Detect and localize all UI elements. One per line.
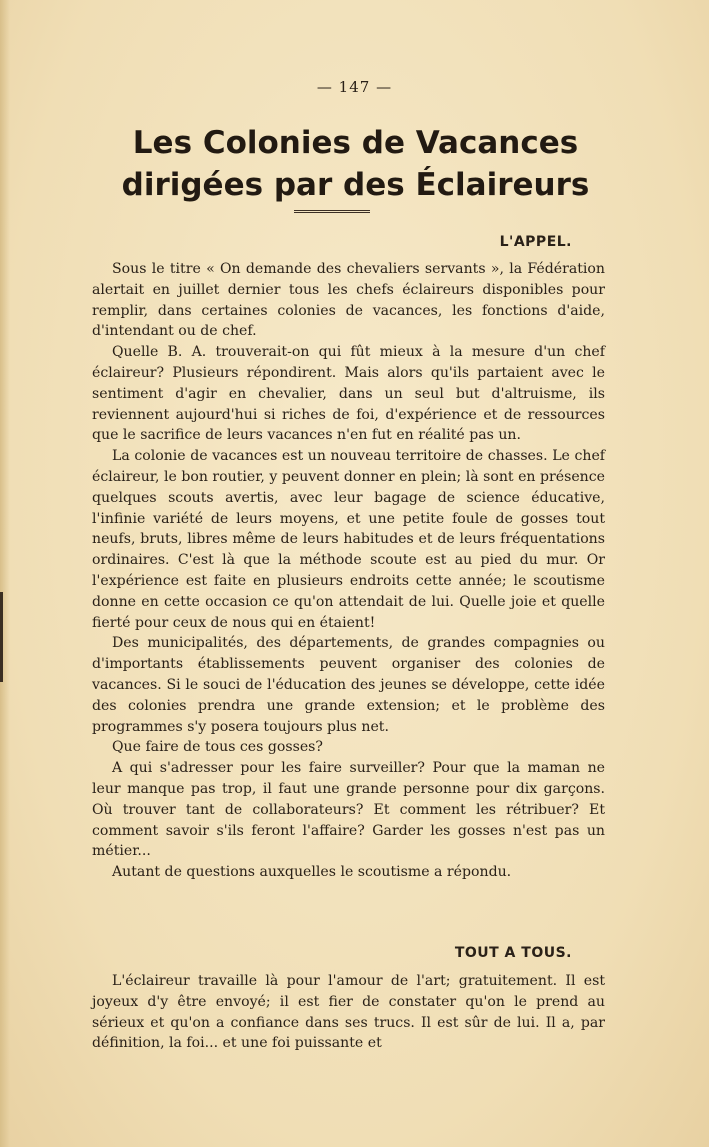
paragraph: A qui s'adresser pour les faire surveiller? Pour que la maman ne leur manque pas trop, il faut une grande personne pour dix garçons. Où trouver tant de collaborateurs? Et comment les rétribuer? Et comment savoir s'ils feront l'affaire? Garder les gosses n'est pas un métier...: [92, 760, 605, 860]
article-title: [92, 122, 619, 206]
section-heading-appel: L'APPEL.: [499, 234, 572, 250]
paragraph: Des municipalités, des départements, de grandes compagnies ou d'importants établissements peuvent organiser des colonies de vacances. Si le souci de l'éducation des jeunes se développe, cette idée des colonies prendra une grande extension; et le problème des programmes s'y posera toujours plus net.: [92, 635, 605, 735]
page-edge-shadow: [0, 0, 10, 1147]
title-divider: [294, 210, 370, 213]
paragraph: L'éclaireur travaille là pour l'amour de l'art; gratuitement. Il est joyeux d'y être envoyé; il est fier de constater qu'on le prend au sérieux et qu'on a confiance dans ses trucs. Il est sûr de lui. Il a, par définition, la foi... et une foi puissante et: [92, 973, 605, 1052]
binding-mark: [0, 592, 3, 682]
section-body-tout-a-tous: [92, 971, 605, 1054]
paragraph: Sous le titre « On demande des chevaliers servants », la Fédération alertait en juillet dernier tous les chefs éclaireurs disponibles pour remplir, dans certaines colonies de vacances, les fonctions d'aide, d'intendant ou de chef.: [92, 261, 605, 340]
section-heading-tout-a-tous: TOUT A TOUS.: [454, 945, 572, 961]
title-line-2: dirigées par des Éclaireurs: [121, 167, 590, 203]
title-line-1: Les Colonies de Vacances: [132, 125, 579, 161]
paragraph: Autant de questions auxquelles le scoutisme a répondu.: [112, 864, 512, 881]
paragraph: Que faire de tous ces gosses?: [112, 739, 323, 756]
paragraph: Quelle B. A. trouverait-on qui fût mieux à la mesure d'un chef éclaireur? Plusieurs répondirent. Mais alors qu'ils partaient avec le sentiment d'agir en chevalier, dans un seul but d'altruisme, ils reviennent aujourd'hui si riches de foi, d'expérience et de ressources que le sacrifice de leurs vacances n'en fut en réalité pas un.: [92, 344, 605, 444]
page-number: — 147 —: [316, 78, 393, 96]
paragraph: La colonie de vacances est un nouveau territoire de chasses. Le chef éclaireur, le bon routier, y peuvent donner en plein; là sont en présence quelques scouts avertis, avec leur bagage de science éducative, l'infinie variété de leurs moyens, et une petite foule de gosses tout neufs, bruts, libres même de leurs habitudes et de leurs fréquentations ordinaires. C'est là que la méthode scoute est au pied du mur. Or l'expérience est faite en plusieurs endroits cette année; le scoutisme donne en cette occasion ce qu'on attendait de lui. Quelle joie et quelle fierté pour ceux de nous qui en étaient!: [92, 448, 605, 631]
section-body-appel: [92, 259, 605, 883]
